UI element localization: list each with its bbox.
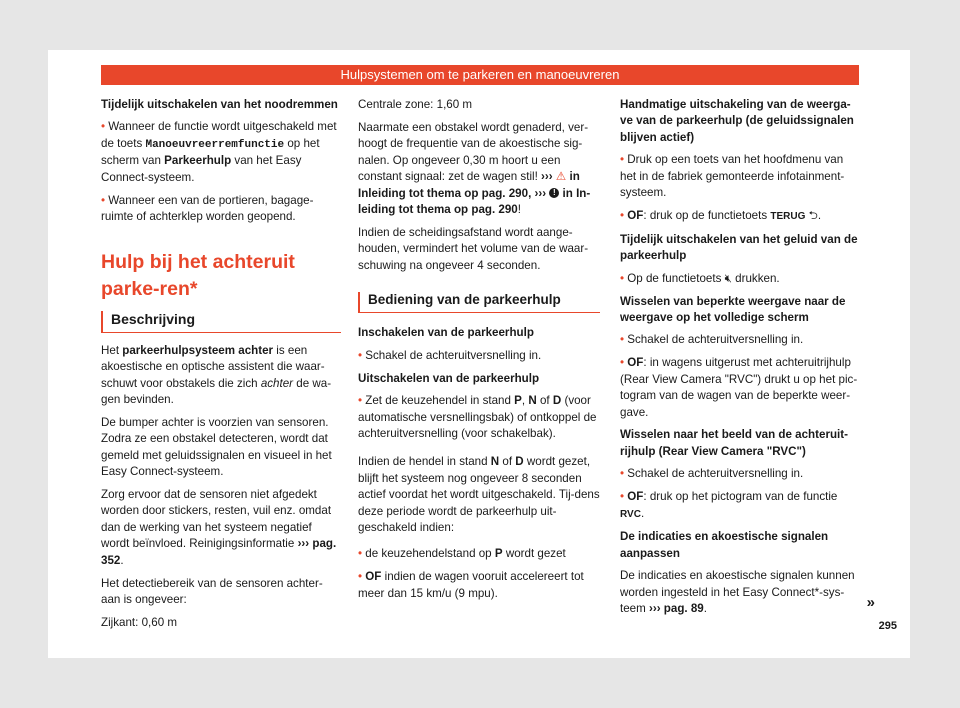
bullet-item: • Wanneer een van de portieren, bagage-ruimte of achterklep worden geopend. <box>101 193 314 223</box>
heading: De indicaties en akoestische signalen aanpassen <box>620 530 829 560</box>
bullet-icon: • <box>358 394 366 408</box>
page-number: 295 <box>878 620 897 632</box>
subsection-title: Beschrijving <box>101 311 341 332</box>
bullet-item: • Druk op een toets van het hoofdmenu van het in de fabriek gemonteerde infotainment-systeem. <box>620 153 845 200</box>
bullet-icon: • <box>358 348 366 362</box>
key-label-rvc: RVC <box>620 508 641 520</box>
heading: Wisselen naar het beeld van de achteruit-rijhulp (Rear View Camera "RVC") <box>620 428 848 458</box>
info-icon: ! <box>549 188 559 198</box>
bullet-icon: • <box>101 193 109 207</box>
bullet-icon: • <box>620 271 628 285</box>
bullet-icon: • <box>101 120 109 134</box>
paragraph: Naarmate een obstakel wordt genaderd, ver-hoogt de frequentie van de akoestische sig-nalen. Op ongeveer 0,30 m hoort u een constant signaal: zet de wagen stil! ››› ⚠ in Inleiding tot thema op pag. 290, ››› ! in In-leiding tot thema op pag. 290! <box>358 120 591 216</box>
bullet-item: • de keuzehendelstand op P wordt gezet <box>358 547 566 561</box>
bullet-item: • Schakel de achteruitversnelling in. <box>620 467 804 481</box>
bullet-icon: • <box>620 208 628 222</box>
heading: Inschakelen van de parkeerhulp <box>358 326 534 340</box>
column-left <box>101 97 341 638</box>
paragraph: Zorg ervoor dat de sensoren niet afgedekt worden door stickers, resten, vuil enz. omdat dan de werking van het systeem negatief wordt beïnvloed. Reinigingsinformatie ››› pag. 352. <box>101 488 337 567</box>
paragraph: Het detectiebereik van de sensoren achter-aan is ongeveer: <box>101 576 323 606</box>
bullet-icon: • <box>620 467 628 481</box>
paragraph: De bumper achter is voorzien van sensoren. Zodra ze een obstakel detecteren, wordt dat gemeld met geluidssignalen en visueel in het Easy Connect-systeem. <box>101 415 332 479</box>
reference-link[interactable]: ››› ⚠ in Inleiding tot thema op pag. 290, ››› ! in In-leiding tot thema op pag. 290 <box>358 170 591 216</box>
heading: Uitschakelen van de parkeerhulp <box>358 371 540 385</box>
bullet-item: • OF: druk op het pictogram van de functie RVC. <box>620 490 838 520</box>
heading: Wisselen van beperkte weergave naar de weergave op het volledige scherm <box>620 294 846 324</box>
back-arrow-icon: ⮌ <box>808 208 818 222</box>
page-reference-link[interactable]: ››› pag. 352 <box>101 537 337 567</box>
section-header-band: Hulpsystemen om te parkeren en manoeuvreren <box>101 65 859 85</box>
paragraph: Indien de scheidingsafstand wordt aange-houden, vermindert het volume van de waar-schuwing na ongeveer 4 seconden. <box>358 225 589 272</box>
warning-icon: ⚠ <box>555 170 567 184</box>
key-label-terug: TERUG <box>770 210 806 222</box>
bullet-item: • OF: in wagens uitgerust met achteruitrijhulp (Rear View Camera "RVC") drukt u op het pic-togram van de wagen van de beperkte weer-gave. <box>620 356 858 419</box>
bullet-item: • Zet de keuzehendel in stand P, N of D (voor automatische versnellingsbak) of ontkoppel de achteruitversnelling (voor schakelbak). <box>358 394 597 440</box>
paragraph: Zijkant: 0,60 m <box>101 615 178 629</box>
bullet-item: • Schakel de achteruitversnelling in. <box>358 348 542 362</box>
bullet-item: • OF: druk op de functietoets TERUG ⮌. <box>620 208 822 222</box>
column-middle <box>358 97 600 609</box>
paragraph: Centrale zone: 1,60 m <box>358 98 473 111</box>
bullet-item: • OF indien de wagen vooruit accelereert tot meer dan 15 km/u (9 mpu). <box>358 570 584 600</box>
page-reference-link[interactable]: ››› pag. 89 <box>649 602 704 616</box>
bullet-item: • Op de functietoets 🔇︎ drukken. <box>620 271 780 285</box>
bullet-item: • Wanneer de functie wordt uitgeschakeld met de toets Manoeuvreerremfunctie op het scherm van Parkeerhulp van het Easy Connect-systeem. <box>101 120 337 184</box>
bullet-icon: • <box>358 570 366 584</box>
heading: Tijdelijk uitschakelen van het geluid van de parkeerhulp <box>620 232 858 263</box>
paragraph: De indicaties en akoestische signalen kunnen worden ingesteld in het Easy Connect*-sys-teem ››› pag. 89. <box>620 569 855 616</box>
key-label: Manoeuvreerremfunctie <box>145 138 285 151</box>
column-right <box>620 97 860 624</box>
bullet-item: • Schakel de achteruitversnelling in. <box>620 333 804 347</box>
bullet-icon: • <box>358 547 366 561</box>
bullet-icon: • <box>620 356 628 370</box>
bullet-icon: • <box>620 333 628 347</box>
bullet-icon: • <box>620 490 628 504</box>
heading: Handmatige uitschakeling van de weerga-ve van de parkeerhulp (de geluidssignalen blijven actief) <box>620 98 854 144</box>
mute-speaker-icon: 🔇︎ <box>724 271 732 285</box>
paragraph: Het parkeerhulpsysteem achter is een akoestische en optische assistent die waar-schuwt voor obstakels die zich achter de wa-gen bevinden. <box>101 343 332 406</box>
paragraph: Indien de hendel in stand N of D wordt gezet, blijft het systeem nog ongeveer 8 seconden actief voordat het wordt uitgeschakeld. Tij-dens deze periode wordt de parkeerhulp uit-geschakeld indien: <box>358 455 600 535</box>
subsection-title: Bediening van de parkeerhulp <box>358 292 600 313</box>
section-title: Hulp bij het achteruit parke-ren* <box>101 251 295 301</box>
continue-arrow-icon: » <box>866 594 875 611</box>
heading-temp-disable-brake: Tijdelijk uitschakelen van het noodremmen <box>101 98 338 111</box>
bullet-icon: • <box>620 153 628 167</box>
